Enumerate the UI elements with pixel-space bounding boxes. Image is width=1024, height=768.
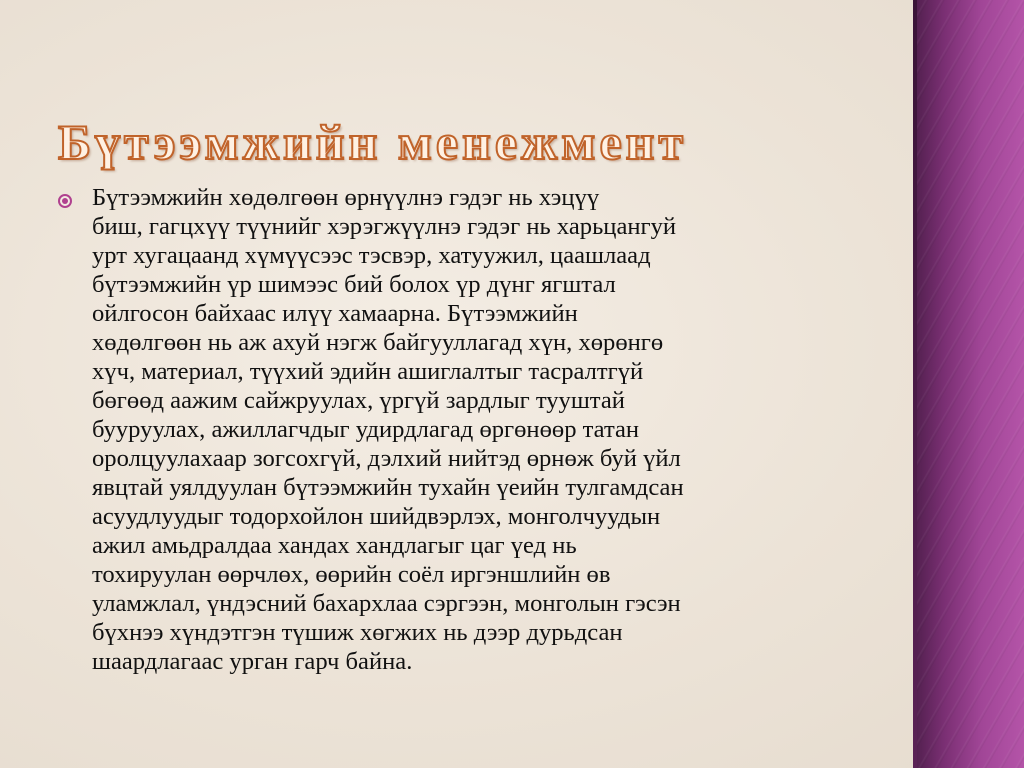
text-line: хөдөлгөөн нь аж ахуй нэгж байгууллагад хүн, хөрөнгө bbox=[92, 329, 664, 356]
text-line: ажил амьдралдаа хандах хандлагыг цаг үед нь bbox=[92, 532, 577, 559]
side-band-pattern bbox=[913, 0, 1024, 768]
bullet-item bbox=[58, 183, 848, 676]
text-line: хүч, материал, түүхий эдийн ашиглалтыг тасралтгүй bbox=[92, 358, 644, 385]
text-line: шаардлагаас урган гарч байна. bbox=[92, 648, 413, 675]
text-line: тохируулан өөрчлөх, өөрийн соёл иргэншлийн өв bbox=[92, 561, 611, 588]
text-line: бөгөөд аажим сайжруулах, үргүй зардлыг тууштай bbox=[92, 387, 625, 414]
text-line: оролцуулахаар зогсохгүй, дэлхий нийтэд өрнөж буй үйл bbox=[92, 445, 681, 472]
text-line: ойлгосон байхаас илүү хамаарна. Бүтээмжийн bbox=[92, 300, 578, 327]
text-line: бүтээмжийн үр шимээс бий болох үр дүнг ягштал bbox=[92, 271, 616, 298]
text-line: биш, гагцхүү түүнийг хэрэгжүүлнэ гэдэг нь харьцангуй bbox=[92, 213, 677, 240]
text-line: бүхнээ хүндэтгэн түшиж хөгжих нь дээр дурьдсан bbox=[92, 619, 623, 646]
text-line: явцтай уялдуулан бүтээмжийн тухайн үеийн тулгамдсан bbox=[92, 474, 684, 501]
ring-dot-bullet-icon bbox=[58, 194, 72, 208]
bullet-text bbox=[92, 183, 684, 676]
decorative-side-band bbox=[913, 0, 1024, 768]
slide-content bbox=[58, 183, 848, 676]
slide-title: Бүтээмжийн менежмент bbox=[58, 114, 687, 170]
text-line: бууруулах, ажиллагчдыг удирдлагад өргөнөөр татан bbox=[92, 416, 640, 443]
text-line: урт хугацаанд хүмүүсээс тэсвэр, хатуужил, цаашлаад bbox=[92, 242, 651, 269]
side-band-edge bbox=[913, 0, 917, 768]
text-line: Бүтээмжийн хөдөлгөөн өрнүүлнэ гэдэг нь хэцүү bbox=[92, 184, 600, 211]
text-line: асуудлуудыг тодорхойлон шийдвэрлэх, монголчуудын bbox=[92, 503, 661, 530]
text-line: уламжлал, үндэсний бахархлаа сэргээн, монголын гэсэн bbox=[92, 590, 681, 617]
